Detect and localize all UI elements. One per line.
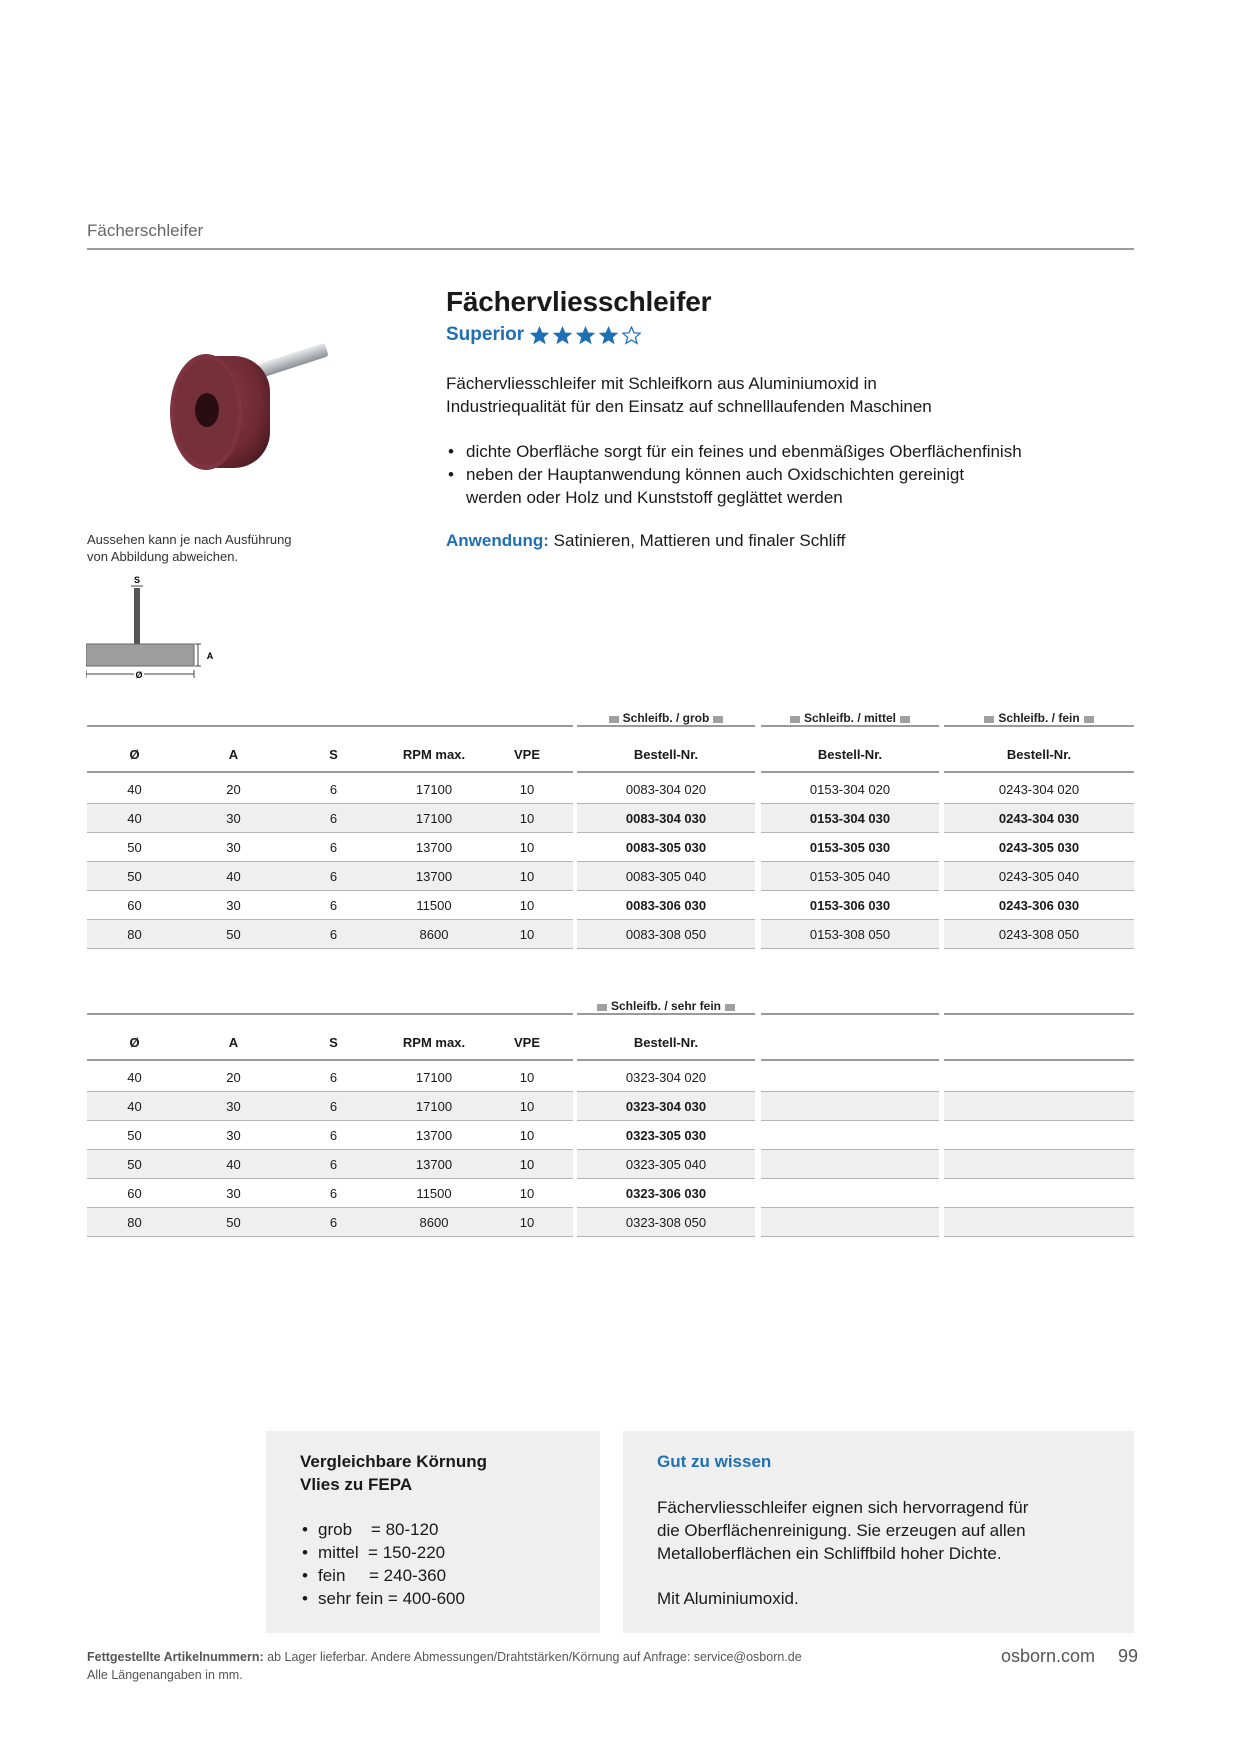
website-link[interactable]: osborn.com [1001, 1646, 1096, 1666]
table-cell: 13700 [415, 869, 453, 884]
table-cell: 20 [226, 782, 241, 797]
diagram-label-d: Ø [135, 670, 143, 680]
table-cell: 6 [329, 1186, 338, 1201]
table-cell: 40 [127, 811, 142, 826]
order-number: 0153-308 050 [809, 927, 891, 942]
table-cell: 50 [127, 1128, 142, 1143]
order-number: 0083-305 040 [625, 869, 707, 884]
application-label: Anwendung: [446, 531, 549, 550]
diagram-label-a: A [206, 651, 214, 661]
order-number: 0323-305 030 [625, 1128, 707, 1143]
grain-item: • sehr fein = 400-600 [300, 1587, 465, 1610]
application-text: Satinieren, Mattieren und finaler Schliff [553, 531, 846, 550]
table-cell: 11500 [416, 898, 452, 913]
table-cell: 17100 [415, 1070, 453, 1085]
diagram-label-s: S [133, 575, 141, 585]
table-cell: 50 [226, 927, 241, 942]
header-bottom-rule [577, 771, 755, 773]
table-cell: 10 [519, 1157, 535, 1172]
info-paragraph: Fächervliesschleifer eignen sich hervorragend für die Oberflächenreinigung. Sie erzeugen auf allen Metalloberflächen ein Schliffbild hoher Dichte. [657, 1498, 1029, 1563]
table-cell: 30 [226, 840, 241, 855]
header-top-rule [577, 1013, 755, 1015]
table-cell: 40 [127, 1099, 142, 1114]
star-filled-icon [553, 326, 572, 345]
order-number: 0083-305 030 [625, 840, 707, 855]
header-top-rule [944, 1013, 1134, 1015]
section-label: Fächerschleifer [87, 221, 204, 240]
table-cell: 20 [226, 1070, 241, 1085]
table-cell: 80 [127, 1215, 142, 1230]
header-top-rule [87, 725, 573, 727]
square-marker-icon [597, 1004, 607, 1011]
header-bottom-rule [87, 771, 573, 773]
table-cell: 10 [519, 840, 535, 855]
row-divider [761, 1236, 939, 1237]
table-cell: 6 [329, 898, 338, 913]
order-number: 0243-304 030 [998, 811, 1080, 826]
order-number: 0323-306 030 [625, 1186, 707, 1201]
header-top-rule [761, 1013, 939, 1015]
table-cell: 6 [329, 782, 338, 797]
group-label: Schleifb. / fein [998, 711, 1080, 725]
table-cell: 13700 [415, 1157, 453, 1172]
table-cell: 50 [127, 869, 142, 884]
column-header: S [329, 1035, 338, 1050]
table-cell: 40 [127, 1070, 142, 1085]
grain-item: • fein = 240-360 [300, 1564, 465, 1587]
table-cell: 6 [329, 1070, 338, 1085]
table-cell: 6 [329, 869, 338, 884]
dimension-diagram [86, 568, 216, 686]
table-cell: 30 [226, 898, 241, 913]
application-line [446, 531, 845, 551]
product-title: Fächervliesschleifer [446, 286, 712, 317]
table-cell: 17100 [415, 1099, 453, 1114]
order-number: 0243-308 050 [998, 927, 1080, 942]
grain-item: • mittel = 150-220 [300, 1541, 465, 1564]
row-divider [87, 1236, 573, 1237]
column-header: VPE [513, 747, 540, 762]
table-cell: 10 [519, 898, 535, 913]
order-number: 0153-304 020 [809, 782, 891, 797]
table-cell: 40 [226, 869, 241, 884]
header-top-rule [944, 725, 1134, 727]
column-header: RPM max. [402, 1035, 466, 1050]
square-marker-icon [790, 716, 800, 723]
order-number: 0323-308 050 [625, 1215, 707, 1230]
square-marker-icon [984, 716, 994, 723]
table-cell: 50 [127, 840, 142, 855]
table-cell: 6 [329, 1128, 338, 1143]
column-header: Bestell-Nr. [1006, 747, 1072, 762]
info-box-title: Gut zu wissen [657, 1452, 772, 1471]
table-cell: 17100 [415, 782, 453, 797]
square-marker-icon [713, 716, 723, 723]
order-number: 0083-304 020 [625, 782, 707, 797]
group-label: Schleifb. / sehr fein [610, 999, 722, 1013]
table-cell: 10 [519, 869, 535, 884]
table-cell: 11500 [416, 1186, 452, 1201]
order-number: 0243-305 030 [998, 840, 1080, 855]
table-cell: 10 [519, 782, 535, 797]
header-bottom-rule [944, 1059, 1134, 1061]
table-cell: 10 [519, 1099, 535, 1114]
header-bottom-rule [761, 1059, 939, 1061]
row-divider [944, 1236, 1134, 1237]
header-top-rule [87, 1013, 573, 1015]
table-cell: 50 [127, 1157, 142, 1172]
product-description: Fächervliesschleifer mit Schleifkorn aus Aluminiumoxid in Industriequalität für den Einsatz auf schnelllaufenden Maschinen [446, 374, 932, 416]
star-filled-icon [599, 326, 618, 345]
order-number: 0153-306 030 [809, 898, 891, 913]
order-number: 0083-304 030 [625, 811, 707, 826]
grain-box-title: Vergleichbare Körnung Vlies zu FEPA [300, 1452, 488, 1494]
table-cell: 13700 [415, 840, 453, 855]
table-cell: 40 [226, 1157, 241, 1172]
table-cell: 10 [519, 927, 535, 942]
table-cell: 50 [226, 1215, 241, 1230]
row-background [761, 1150, 939, 1178]
row-background [944, 1092, 1134, 1120]
table-cell: 60 [127, 1186, 142, 1201]
square-marker-icon [725, 1004, 735, 1011]
row-divider [944, 1120, 1134, 1121]
table-cell: 10 [519, 1186, 535, 1201]
order-number: 0323-304 030 [625, 1099, 707, 1114]
section-divider [87, 248, 1134, 250]
order-number: 0243-306 030 [998, 898, 1080, 913]
table-cell: 6 [329, 1157, 338, 1172]
feature-item: • dichte Oberfläche sorgt für ein feines und ebenmäßiges Oberflächenfinish [446, 440, 1126, 463]
footer-note: Fettgestellte Artikelnummern: ab Lager lieferbar. Andere Abmessungen/Drahtstärken/Körnung auf Anfrage: service@osborn.de Alle Längenangaben in mm. [87, 1650, 802, 1682]
row-divider [87, 948, 573, 949]
table-cell: 10 [519, 1128, 535, 1143]
column-header: RPM max. [402, 747, 466, 762]
star-filled-icon [530, 326, 549, 345]
column-header: VPE [513, 1035, 540, 1050]
column-header: A [228, 747, 239, 762]
table-cell: 60 [127, 898, 142, 913]
table-cell: 13700 [415, 1128, 453, 1143]
grain-comparison-box [266, 1431, 600, 1633]
table-cell: 17100 [415, 811, 453, 826]
order-number: 0323-304 020 [625, 1070, 707, 1085]
tier-label: Superior [446, 324, 525, 345]
row-divider [944, 1178, 1134, 1179]
table-cell: 30 [226, 811, 241, 826]
page-number: 99 [1118, 1646, 1139, 1666]
column-header: Bestell-Nr. [817, 747, 883, 762]
header-bottom-rule [87, 1059, 573, 1061]
table-cell: 10 [519, 1215, 535, 1230]
group-label: Schleifb. / grob [622, 711, 710, 725]
product-tier [446, 324, 641, 346]
star-filled-icon [576, 326, 595, 345]
rating-stars [530, 326, 641, 345]
table-cell: 6 [329, 1215, 338, 1230]
order-number: 0083-308 050 [625, 927, 707, 942]
order-number: 0153-305 040 [809, 869, 891, 884]
order-number: 0243-305 040 [998, 869, 1080, 884]
row-divider [577, 1236, 755, 1237]
table-cell: 80 [127, 927, 142, 942]
column-header: Bestell-Nr. [633, 747, 699, 762]
table-cell: 6 [329, 1099, 338, 1114]
column-header: S [329, 747, 338, 762]
column-header: Ø [129, 1035, 140, 1050]
table-cell: 6 [329, 811, 338, 826]
table-cell: 40 [127, 782, 142, 797]
table-cell: 30 [226, 1128, 241, 1143]
header-bottom-rule [761, 771, 939, 773]
table-cell: 10 [519, 811, 535, 826]
order-number: 0243-304 020 [998, 782, 1080, 797]
order-number: 0153-305 030 [809, 840, 891, 855]
header-bottom-rule [577, 1059, 755, 1061]
row-background [944, 1208, 1134, 1236]
table-cell: 8600 [419, 927, 449, 942]
square-marker-icon [1084, 716, 1094, 723]
square-marker-icon [900, 716, 910, 723]
order-number: 0083-306 030 [625, 898, 707, 913]
table-cell: 6 [329, 840, 338, 855]
grain-list [300, 1518, 465, 1610]
column-header: Bestell-Nr. [633, 1035, 699, 1050]
group-label: Schleifb. / mittel [803, 711, 896, 725]
header-top-rule [577, 725, 755, 727]
feature-item: • neben der Hauptanwendung können auch Oxidschichten gereinigt werden oder Holz und Kunststoff geglättet werden [446, 463, 1126, 509]
row-background [761, 1208, 939, 1236]
row-divider [577, 948, 755, 949]
table-cell: 30 [226, 1099, 241, 1114]
row-divider [761, 1178, 939, 1179]
star-outline-icon [622, 326, 641, 345]
row-background [944, 1150, 1134, 1178]
order-number: 0153-304 030 [809, 811, 891, 826]
table-cell: 10 [519, 1070, 535, 1085]
feature-list [446, 440, 1126, 509]
header-top-rule [761, 725, 939, 727]
image-caption: Aussehen kann je nach Ausführung von Abbildung abweichen. [87, 532, 292, 564]
row-divider [761, 1120, 939, 1121]
column-header: A [228, 1035, 239, 1050]
product-image [110, 290, 390, 510]
row-divider [944, 948, 1134, 949]
header-bottom-rule [944, 771, 1134, 773]
column-header: Ø [129, 747, 140, 762]
table-cell: 30 [226, 1186, 241, 1201]
table-cell: 6 [329, 927, 338, 942]
good-to-know-box [623, 1431, 1134, 1633]
grain-item: • grob = 80-120 [300, 1518, 465, 1541]
table-cell: 8600 [419, 1215, 449, 1230]
square-marker-icon [609, 716, 619, 723]
info-paragraph: Mit Aluminiumoxid. [657, 1589, 799, 1608]
row-background [761, 1092, 939, 1120]
order-number: 0323-305 040 [625, 1157, 707, 1172]
row-divider [761, 948, 939, 949]
